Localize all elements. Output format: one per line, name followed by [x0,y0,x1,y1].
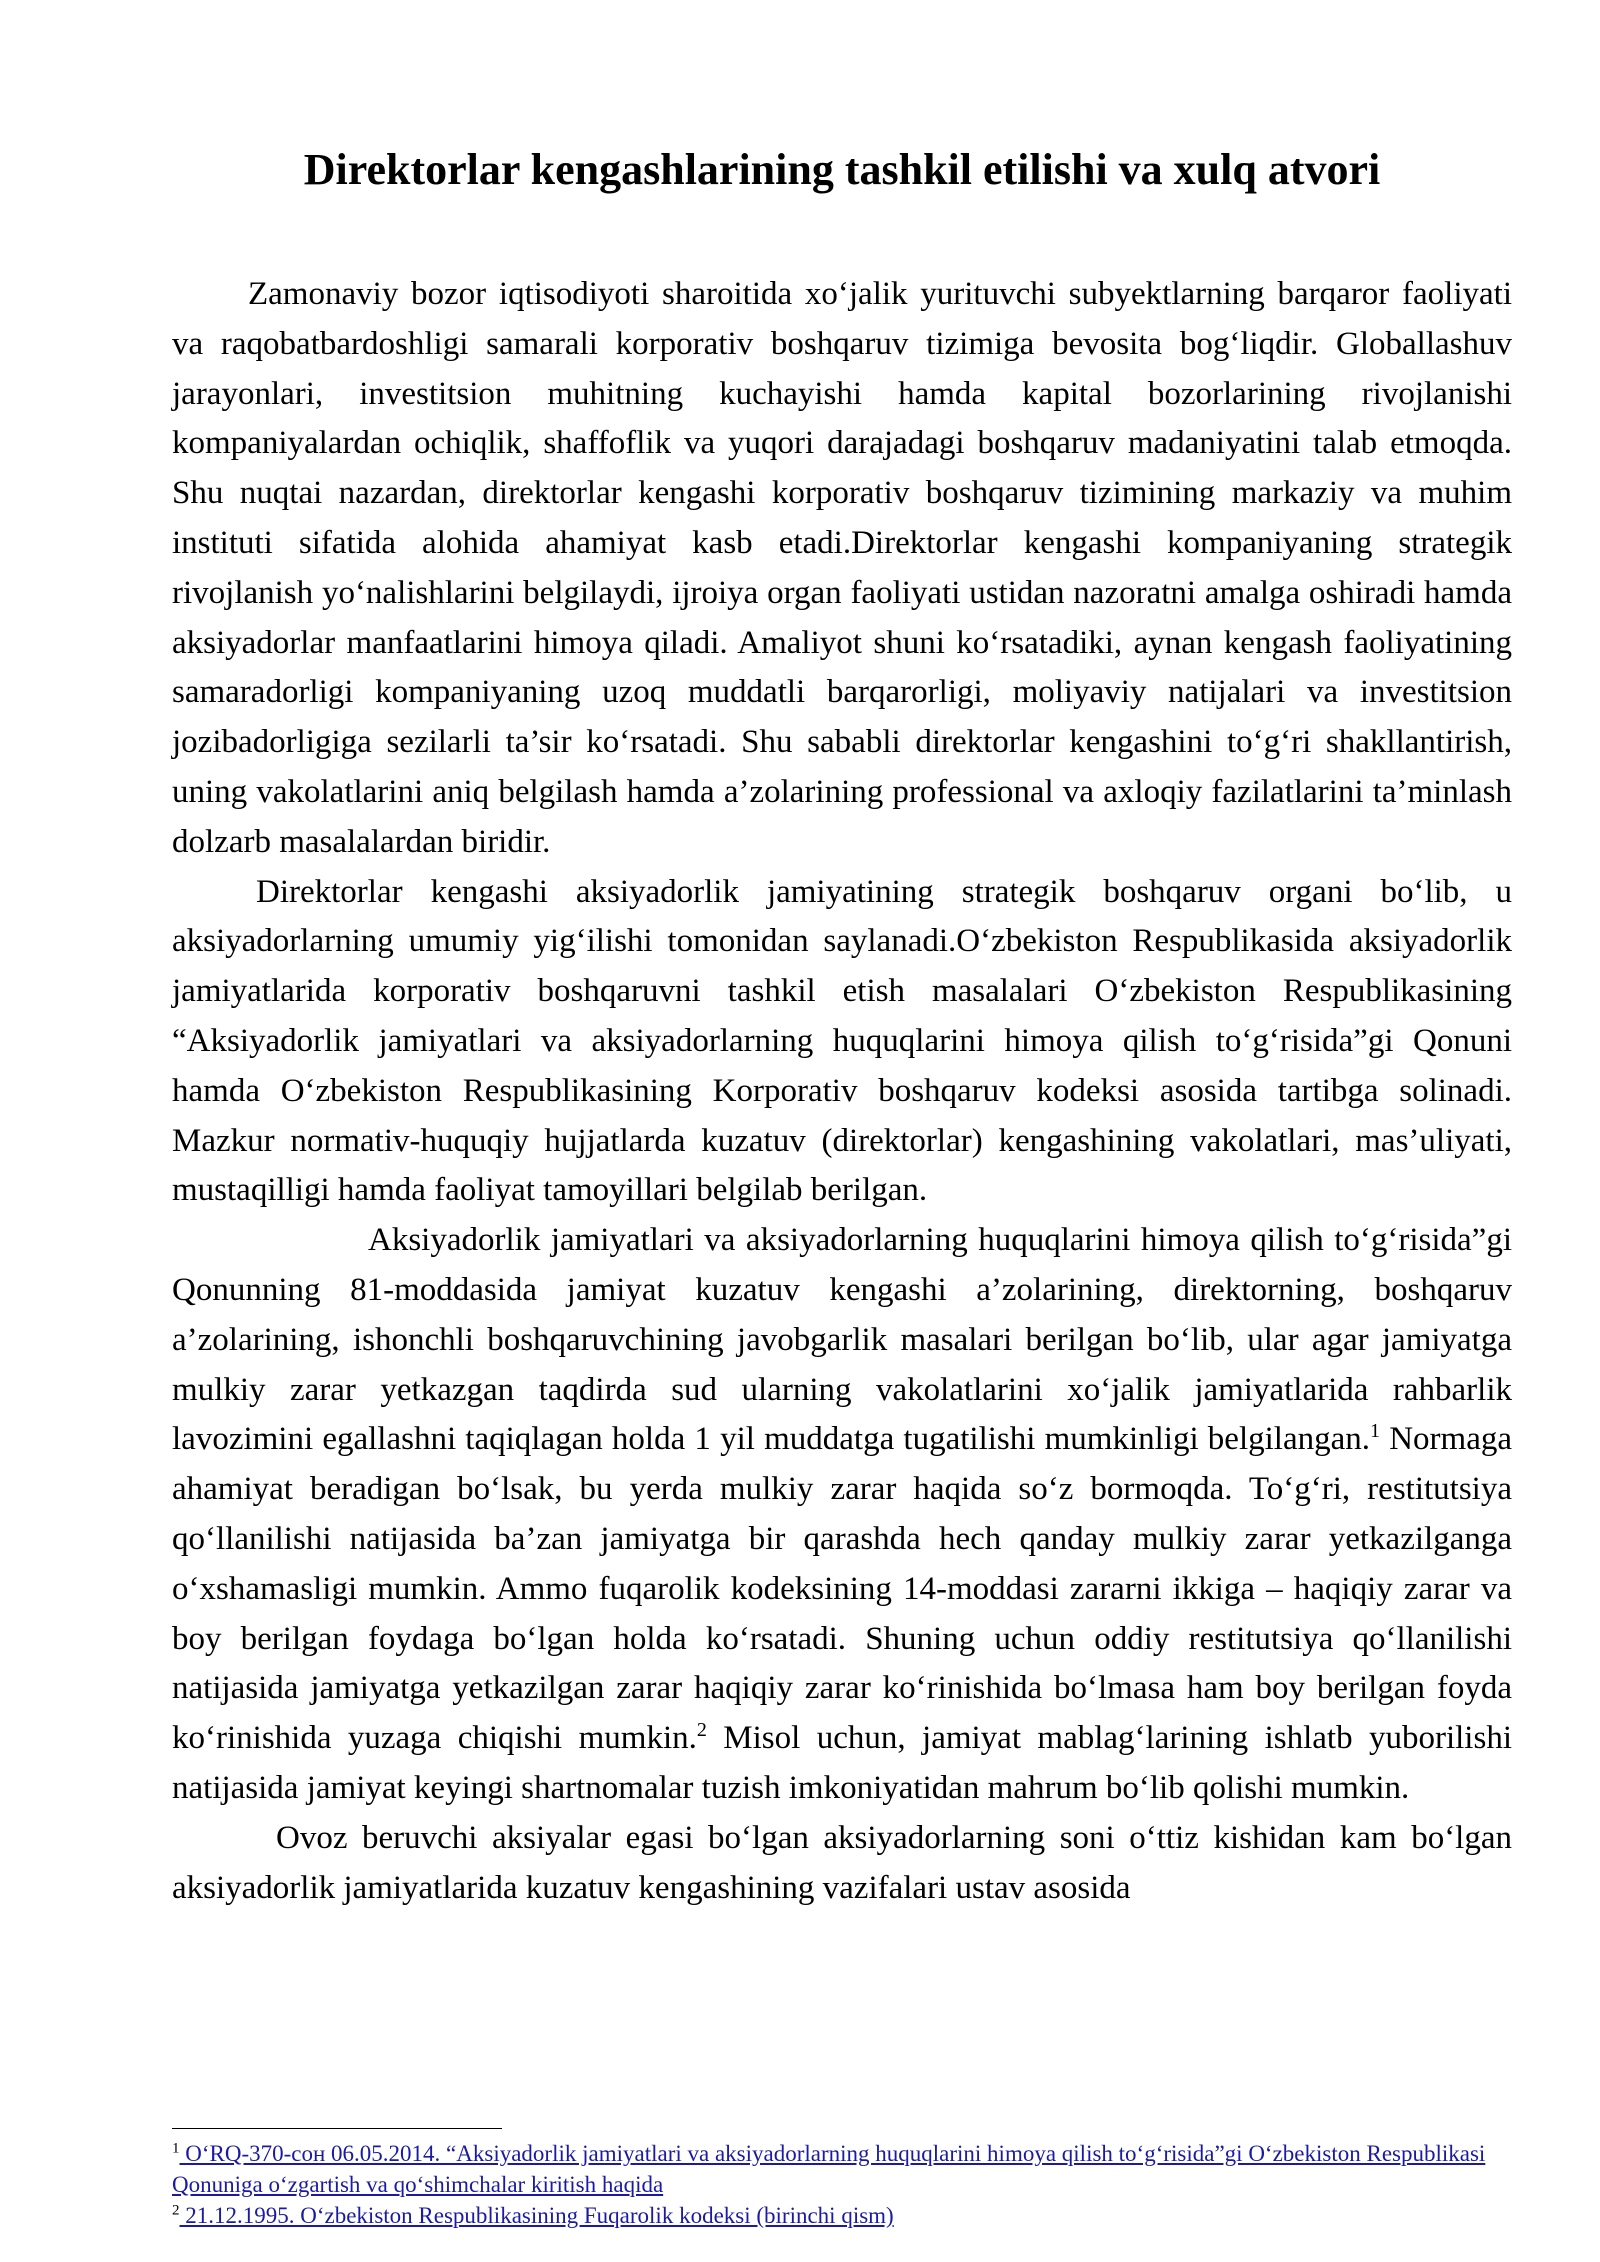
footnote-number: 1 [172,2140,180,2157]
paragraph-3-part-a: Aksiyadorlik jamiyatlari va aksiyadorlarning huquqlarini himoya qilish to‘g‘risida”gi Qonunning 81-moddasida jamiyat kuzatuv kengashi a’zolarining, direktorning, boshqaruv a’zolarining, ishonchli boshqaruvchining javobgarlik masalari berilgan bo‘lib, ular agar jamiyatga mulkiy zarar yetkazgan taqdirda sud ularning vakolatlarini xo‘jalik jamiyatlarida rahbarlik lavozimini egallashni taqiqlagan holda 1 yil muddatga tugatilishi mumkinligi belgilangan. [172,1222,1512,1458]
paragraph-3-part-b: Normaga ahamiyat beradigan bo‘lsak, bu yerda mulkiy zarar haqida so‘z bormoqda. To‘g‘ri, restitutsiya qo‘llanilishi natijasida ba’zan jamiyatga bir qarashda hech qanday mulkiy zarar yetkazilganga o‘xshamasligi mumkin. Ammo fuqarolik kodeksining 14-moddasi zararni ikkiga – haqiqiy zarar va boy berilgan foydaga bo‘lgan holda ko‘rsatadi. Shuning uchun oddiy restitutsiya qo‘llanilishi natijasida jamiyatga yetkazilgan zarar haqiqiy zarar ko‘rinishida bo‘lmasa ham boy berilgan foyda ko‘rinishida yuzaga chiqishi mumkin. [172,1421,1512,1757]
paragraph-3 [172,1216,1512,1814]
footnote-ref-2[interactable]: 2 [696,1719,707,1742]
footnote-separator [172,2128,502,2129]
paragraph-1: Zamonaviy bozor iqtisodiyoti sharoitida xo‘jalik yurituvchi subyektlarning barqaror faoliyati va raqobatbardoshligi samarali korporativ boshqaruv tizimiga bevosita bog‘liqdir. Globallashuv jarayonlari, investitsion muhitning kuchayishi hamda kapital bozorlarining rivojlanishi kompaniyalardan ochiqlik, shaffoflik va yuqori darajadagi boshqaruv madaniyatini talab etmoqda. Shu nuqtai nazardan, direktorlar kengashi korporativ boshqaruv tizimining markaziy va muhim instituti sifatida alohida ahamiyat kasb etadi.Direktorlar kengashi kompaniyaning strategik rivojlanish yo‘nalishlarini belgilaydi, ijroiya organ faoliyati ustidan nazoratni amalga oshiradi hamda aksiyadorlar manfaatlarini himoya qiladi. Amaliyot shuni ko‘rsatadiki, aynan kengash faoliyatining samaradorligi kompaniyaning uzoq muddatli barqarorligi, moliyaviy natijalari va investitsion jozibadorligiga sezilarli ta’sir ko‘rsatadi. Shu sababli direktorlar kengashini to‘g‘ri shakllantirish, uning vakolatlarini aniq belgilash hamda a’zolarining professional va axloqiy fazilatlarini ta’minlash dolzarb masalalardan biridir. [172,276,1512,860]
footnote-1 [172,2138,1512,2200]
paragraph-2: Direktorlar kengashi aksiyadorlik jamiyatining strategik boshqaruv organi bo‘lib, u aksiyadorlarning umumiy yig‘ilishi tomonidan saylanadi.O‘zbekiston Respublikasida aksiyadorlik jamiyatlarida korporativ boshqaruvni tashkil etish masalalari O‘zbekiston Respublikasining “Aksiyadorlik jamiyatlari va aksiyadorlarning huquqlarini himoya qilish to‘g‘risida”gi Qonuni hamda O‘zbekiston Respublikasining Korporativ boshqaruv kodeksi asosida tartibga solinadi. Mazkur normativ-huquqiy hujjatlarda kuzatuv (direktorlar) kengashining vakolatlari, mas’uliyati, mustaqilligi hamda faoliyat tamoyillari belgilab berilgan. [172,873,1512,1209]
document-body [172,270,1512,1913]
paragraph-3-part-c: Misol uchun, jamiyat mablag‘larining ishlatb yuborilishi natijasida jamiyat keyingi shartnomalar tuzish imkoniyatidan mahrum bo‘lib qolishi mumkin. [172,1720,1512,1806]
footnote-link[interactable]: 21.12.1995. O‘zbekiston Respublikasining Fuqarolik kodeksi (birinchi qism) [179,2203,894,2228]
document-title: Direktorlar kengashlarining tashkil etilishi va xulq atvori [303,145,1381,194]
footnote-link[interactable]: O‘RQ-370-сон 06.05.2014. “Aksiyadorlik jamiyatlari va aksiyadorlarning huquqlarini himoya qilish to‘g‘risida”gi O‘zbekiston Respublikasi Qonuniga o‘zgartish va qo‘shimchalar kiritish haqida [172,2141,1486,2197]
footnotes [172,2138,1512,2231]
footnote-number: 2 [172,2202,180,2219]
footnote-ref-1[interactable]: 1 [1370,1420,1381,1443]
paragraph-4: Ovoz beruvchi aksiyalar egasi bo‘lgan aksiyadorlarning soni o‘ttiz kishidan kam bo‘lgan aksiyadorlik jamiyatlarida kuzatuv kengashining vazifalari ustav asosida [172,1819,1512,1906]
footnote-2 [172,2200,1512,2231]
